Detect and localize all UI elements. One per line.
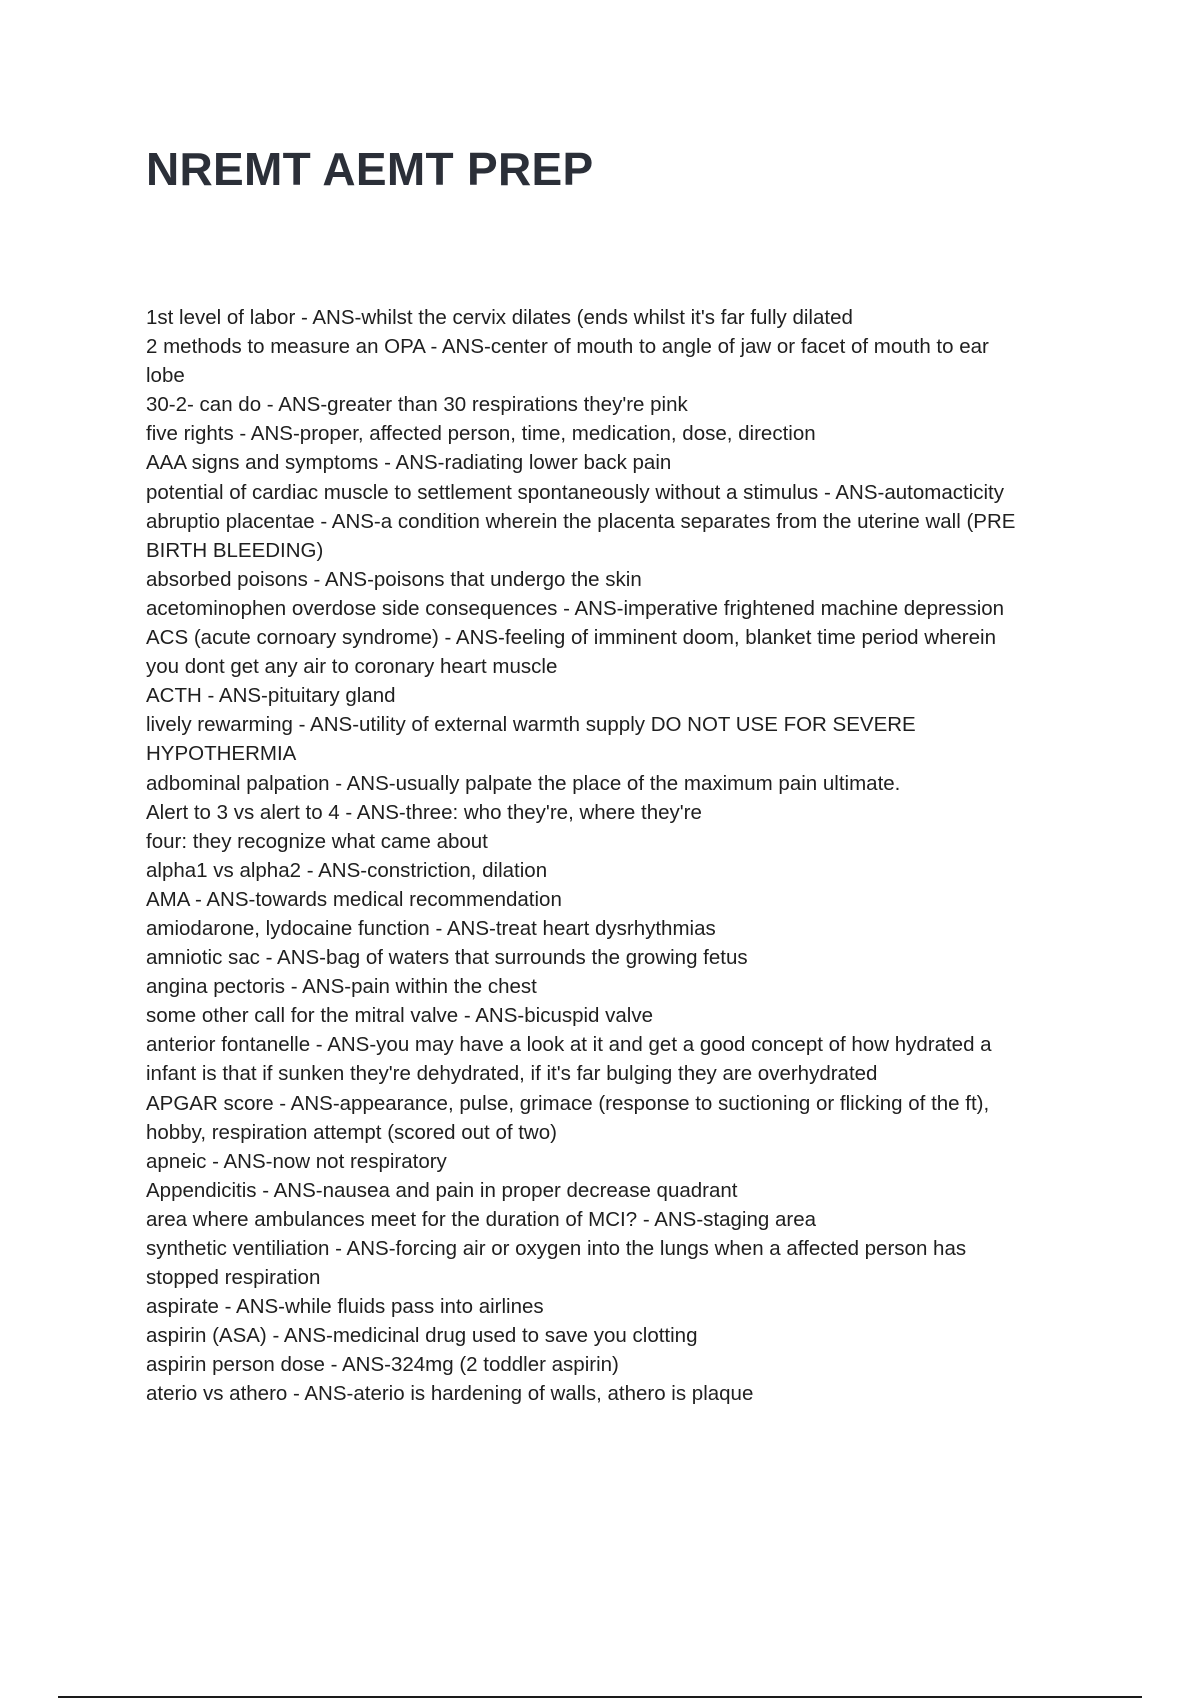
- qa-entry: [146, 507, 1096, 565]
- qa-entry-line: HYPOTHERMIA: [146, 742, 297, 766]
- qa-entry: [146, 943, 1096, 972]
- qa-entry: [146, 478, 1096, 507]
- qa-entry-line: area where ambulances meet for the duration of MCI? - ANS-staging area: [146, 1207, 817, 1231]
- qa-entry-line: four: they recognize what came about: [146, 829, 488, 853]
- qa-entry: [146, 1350, 1096, 1379]
- qa-entry-line: synthetic ventiliation - ANS-forcing air or oxygen into the lungs when a affected person has: [146, 1237, 967, 1260]
- qa-entry-line: AAA signs and symptoms - ANS-radiating lower back pain: [146, 451, 672, 475]
- qa-entry-line: aspirin person dose - ANS-324mg (2 toddler aspirin): [146, 1353, 619, 1377]
- qa-entry-line: Appendicitis - ANS-nausea and pain in proper decrease quadrant: [146, 1178, 738, 1202]
- qa-entry-line: potential of cardiac muscle to settlement spontaneously without a stimulus - ANS-automacticity: [146, 480, 1004, 504]
- qa-entry-line: lobe: [146, 364, 185, 388]
- qa-entry-line: 2 methods to measure an OPA - ANS-center of mouth to angle of jaw or facet of mouth to ear: [146, 335, 989, 359]
- qa-entry-line: aspirin (ASA) - ANS-medicinal drug used to save you clotting: [146, 1324, 698, 1348]
- qa-entry: [146, 798, 1096, 856]
- qa-entry: [146, 1205, 1096, 1234]
- qa-entry: [146, 681, 1096, 710]
- qa-entry: [146, 390, 1096, 419]
- qa-entry: [146, 1030, 1096, 1088]
- page-divider: [58, 1696, 1142, 1698]
- qa-list: [146, 303, 1096, 1409]
- qa-entry-line: APGAR score - ANS-appearance, pulse, grimace (response to suctioning or flicking of the ft),: [146, 1091, 990, 1115]
- qa-entry-line: angina pectoris - ANS-pain within the chest: [146, 975, 537, 999]
- qa-entry-line: hobby, respiration attempt (scored out of two): [146, 1120, 557, 1144]
- qa-entry-line: amiodarone, lydocaine function - ANS-treat heart dysrhythmias: [146, 916, 716, 940]
- qa-entry: [146, 419, 1096, 448]
- qa-entry: [146, 1234, 1096, 1292]
- qa-entry: [146, 332, 1096, 390]
- qa-entry-line: alpha1 vs alpha2 - ANS-constriction, dilation: [146, 858, 548, 882]
- qa-entry-line: BIRTH BLEEDING): [146, 538, 324, 562]
- qa-entry-line: absorbed poisons - ANS-poisons that undergo the skin: [146, 567, 642, 591]
- qa-entry: [146, 565, 1096, 594]
- qa-entry: [146, 594, 1096, 623]
- qa-entry-line: stopped respiration: [146, 1266, 321, 1290]
- qa-entry: [146, 623, 1096, 681]
- qa-entry: [146, 885, 1096, 914]
- qa-entry: [146, 1321, 1096, 1350]
- qa-entry: [146, 1147, 1096, 1176]
- qa-entry-line: aterio vs athero - ANS-aterio is hardening of walls, athero is plaque: [146, 1382, 754, 1406]
- qa-entry: [146, 769, 1096, 798]
- qa-entry-line: apneic - ANS-now not respiratory: [146, 1149, 447, 1173]
- qa-entry-line: anterior fontanelle - ANS-you may have a look at it and get a good concept of how hydrated a: [146, 1033, 992, 1057]
- qa-entry: [146, 1176, 1096, 1205]
- qa-entry: [146, 1089, 1096, 1147]
- qa-entry-line: five rights - ANS-proper, affected person, time, medication, dose, direction: [146, 422, 816, 446]
- qa-entry-line: amniotic sac - ANS-bag of waters that surrounds the growing fetus: [146, 946, 748, 970]
- qa-entry: [146, 1379, 1096, 1408]
- qa-entry: [146, 1001, 1096, 1030]
- qa-entry-line: Alert to 3 vs alert to 4 - ANS-three: who they're, where they're: [146, 800, 702, 824]
- qa-entry-line: abruptio placentae - ANS-a condition wherein the placenta separates from the uterine wall (PRE: [146, 509, 1016, 533]
- qa-entry-line: ACTH - ANS-pituitary gland: [146, 684, 396, 708]
- qa-entry: [146, 1292, 1096, 1321]
- qa-entry-line: lively rewarming - ANS-utility of external warmth supply DO NOT USE FOR SEVERE: [146, 713, 916, 737]
- qa-entry-line: infant is that if sunken they're dehydrated, if it's far bulging they are overhydrated: [146, 1062, 878, 1086]
- qa-entry-line: ACS (acute cornoary syndrome) - ANS-feeling of imminent doom, blanket time period wherein: [146, 626, 996, 650]
- qa-entry: [146, 856, 1096, 885]
- qa-entry: [146, 710, 1096, 768]
- qa-entry: [146, 448, 1096, 477]
- qa-entry-line: adbominal palpation - ANS-usually palpate the place of the maximum pain ultimate.: [146, 771, 901, 795]
- qa-entry-line: 30-2- can do - ANS-greater than 30 respirations they're pink: [146, 393, 688, 417]
- qa-entry: [146, 972, 1096, 1001]
- qa-entry-line: AMA - ANS-towards medical recommendation: [146, 887, 562, 911]
- page-title: NREMT AEMT PREP: [146, 143, 594, 195]
- qa-entry-line: you dont get any air to coronary heart muscle: [146, 655, 558, 679]
- qa-entry-line: 1st level of labor - ANS-whilst the cervix dilates (ends whilst it's far fully dilated: [146, 306, 853, 329]
- qa-entry: [146, 303, 1096, 332]
- qa-entry-line: acetominophen overdose side consequences - ANS-imperative frightened machine depression: [146, 596, 1005, 620]
- qa-entry-line: some other call for the mitral valve - ANS-bicuspid valve: [146, 1004, 654, 1028]
- qa-entry-line: aspirate - ANS-while fluids pass into airlines: [146, 1295, 544, 1319]
- qa-entry: [146, 914, 1096, 943]
